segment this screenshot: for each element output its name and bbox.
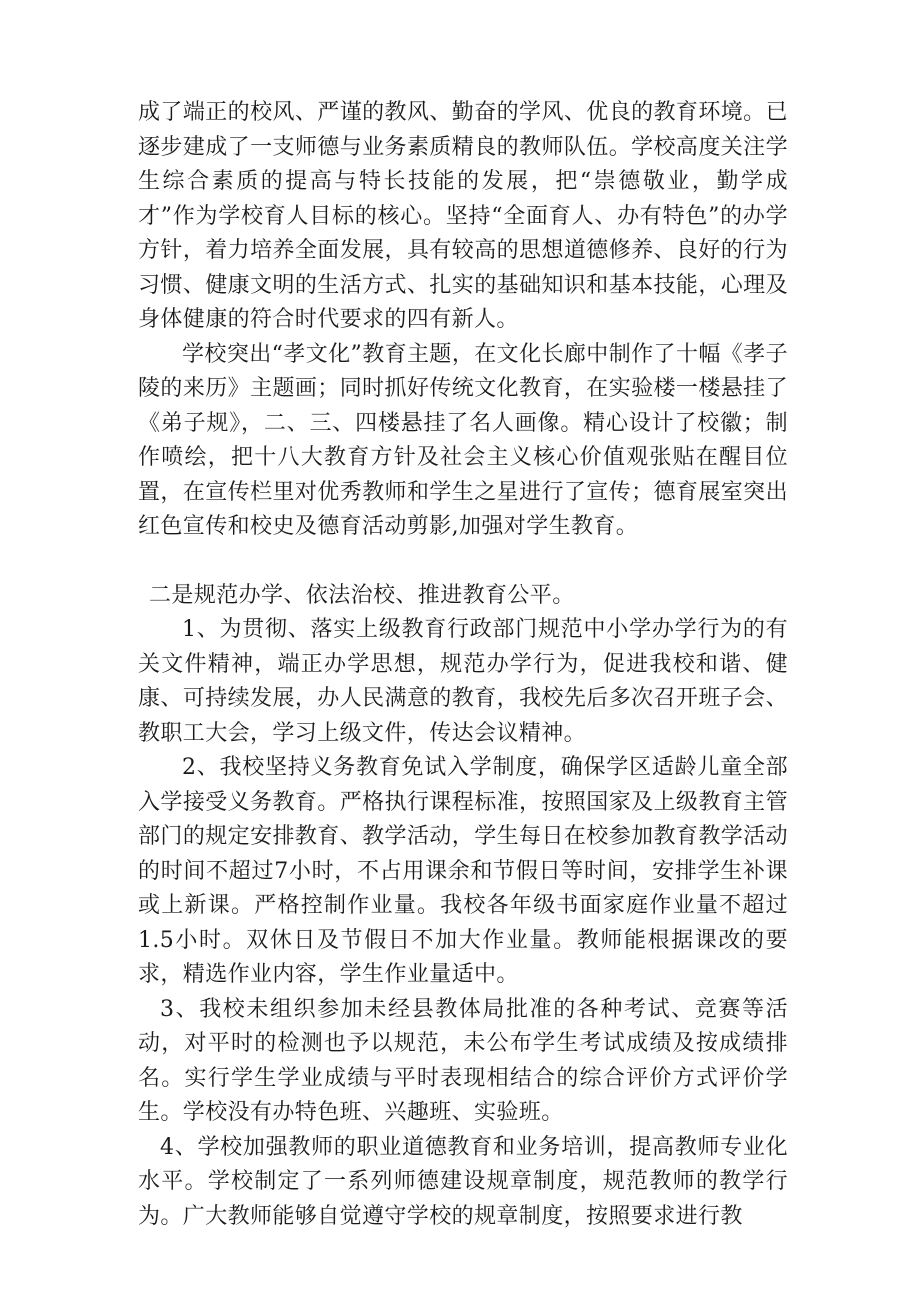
paragraph-item-2: 2、我校坚持义务教育免试入学制度，确保学区适龄儿童全部入学接受义务教育。严格执行课程标准，按照国家及上级教育主管部门的规定安排教育、教学活动，学生每日在校参加教育教学活动的时间不超过7小时，不占用课余和节假日等时间，安排学生补课或上新课。严格控制作业量。我校各年级书面家庭作业量不超过1.5小时。双休日及节假日不加大作业量。教师能根据课改的要求，精选作业内容，学生作业量适中。 [138, 755, 788, 987]
paragraph-item-4: 4、学校加强教师的职业道德教育和业务培训，提高教师专业化水平。学校制定了一系列师德建设规章制度，规范教师的教学行为。广大教师能够自觉遵守学校的规章制度，按照要求进行教 [138, 1134, 788, 1229]
paragraph-item-1: 1、为贯彻、落实上级教育行政部门规范中小学办学行为的有关文件精神，端正办学思想，规范办学行为，促进我校和谐、健康、可持续发展，办人民满意的教育，我校先后多次召开班子会、教职工大会，学习上级文件，传达会议精神。 [138, 617, 788, 746]
paragraph-item-3: 3、我校未组织参加未经县教体局批准的各种考试、竞赛等活动，对平时的检测也予以规范，未公布学生考试成绩及按成绩排名。实行学生学业成绩与平时表现相结合的综合评价方式评价学生。学校没有办特色班、兴趣班、实验班。 [138, 996, 788, 1125]
section-heading-standard-schooling: 二是规范办学、依法治校、推进教育公平。 [149, 582, 575, 608]
document-body [138, 96, 788, 1234]
paragraph-school-culture: 成了端正的校风、严谨的教风、勤奋的学风、优良的教育环境。已逐步建成了一支师德与业务素质精良的教师队伍。学校高度关注学生综合素质的提高与特长技能的发展，把“崇德敬业，勤学成才”作为学校育人目标的核心。坚持“全面育人、办有特色”的办学方针，着力培养全面发展，具有较高的思想道德修养、良好的行为习惯、健康文明的生活方式、扎实的基础知识和基本技能，心理及身体健康的符合时代要求的四有新人。 [138, 100, 788, 332]
paragraph-filial-culture: 学校突出“孝文化”教育主题，在文化长廊中制作了十幅《孝子陵的来历》主题画；同时抓好传统文化教育，在实验楼一楼悬挂了《弟子规》，二、三、四楼悬挂了名人画像。精心设计了校徽；制作喷绘，把十八大教育方针及社会主义核心价值观张贴在醒目位置，在宣传栏里对优秀教师和学生之星进行了宣传；德育展室突出红色宣传和校史及德育活动剪影,加强对学生教育。 [138, 341, 788, 539]
